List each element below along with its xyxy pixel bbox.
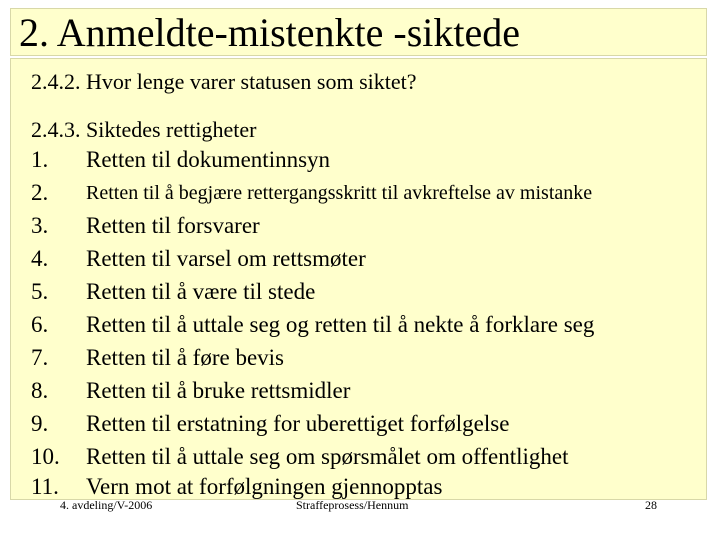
item-number: 3. bbox=[31, 213, 49, 238]
list-item bbox=[31, 277, 711, 307]
item-number: 10. bbox=[31, 444, 60, 469]
item-number: 6. bbox=[31, 312, 49, 337]
footer-center: Straffeprosess/Hennum bbox=[296, 498, 409, 512]
item-text: Retten til forsvarer bbox=[86, 213, 260, 238]
footer-left: 4. avdeling/V-2006 bbox=[60, 498, 153, 512]
item-number: 7. bbox=[31, 345, 49, 370]
item-text: Retten til å uttale seg om spørsmålet om offentlighet bbox=[86, 444, 569, 469]
content-panel bbox=[10, 58, 707, 500]
item-number: 4. bbox=[31, 246, 49, 271]
item-number: 11. bbox=[31, 474, 59, 499]
list-item bbox=[31, 145, 711, 175]
item-text: Retten til å være til stede bbox=[86, 279, 316, 304]
item-number: 9. bbox=[31, 411, 49, 436]
slide-title: 2. Anmeldte-mistenkte -siktede bbox=[19, 10, 520, 55]
item-text: Retten til å føre bevis bbox=[86, 345, 284, 370]
item-number: 1. bbox=[31, 147, 49, 172]
list-item bbox=[31, 409, 711, 439]
item-number: 8. bbox=[31, 378, 49, 403]
list-item bbox=[31, 310, 711, 340]
list-item bbox=[31, 442, 711, 472]
item-text: Retten til erstatning for uberettiget forfølgelse bbox=[86, 411, 510, 436]
item-text: Retten til varsel om rettsmøter bbox=[86, 246, 366, 271]
item-text: Retten til å bruke rettsmidler bbox=[86, 378, 351, 403]
item-text: Retten til å uttale seg og retten til å nekte å forklare seg bbox=[86, 312, 595, 337]
subheading-duration: 2.4.2. Hvor lenge varer statusen som siktet? bbox=[31, 69, 417, 94]
list-item bbox=[31, 244, 711, 274]
title-bar bbox=[10, 8, 707, 56]
subheading-rights: 2.4.3. Siktedes rettigheter bbox=[31, 117, 257, 142]
page-number: 28 bbox=[645, 498, 657, 512]
item-text: Retten til dokumentinnsyn bbox=[86, 147, 331, 172]
item-number: 5. bbox=[31, 279, 49, 304]
list-item bbox=[31, 376, 711, 406]
item-number: 2. bbox=[31, 180, 49, 205]
list-item bbox=[31, 178, 711, 208]
item-text: Vern mot at forfølgningen gjennopptas bbox=[86, 474, 443, 499]
item-text: Retten til å begjære rettergangsskritt til avkreftelse av mistanke bbox=[86, 182, 593, 204]
list-item bbox=[31, 211, 711, 241]
list-item bbox=[31, 343, 711, 373]
